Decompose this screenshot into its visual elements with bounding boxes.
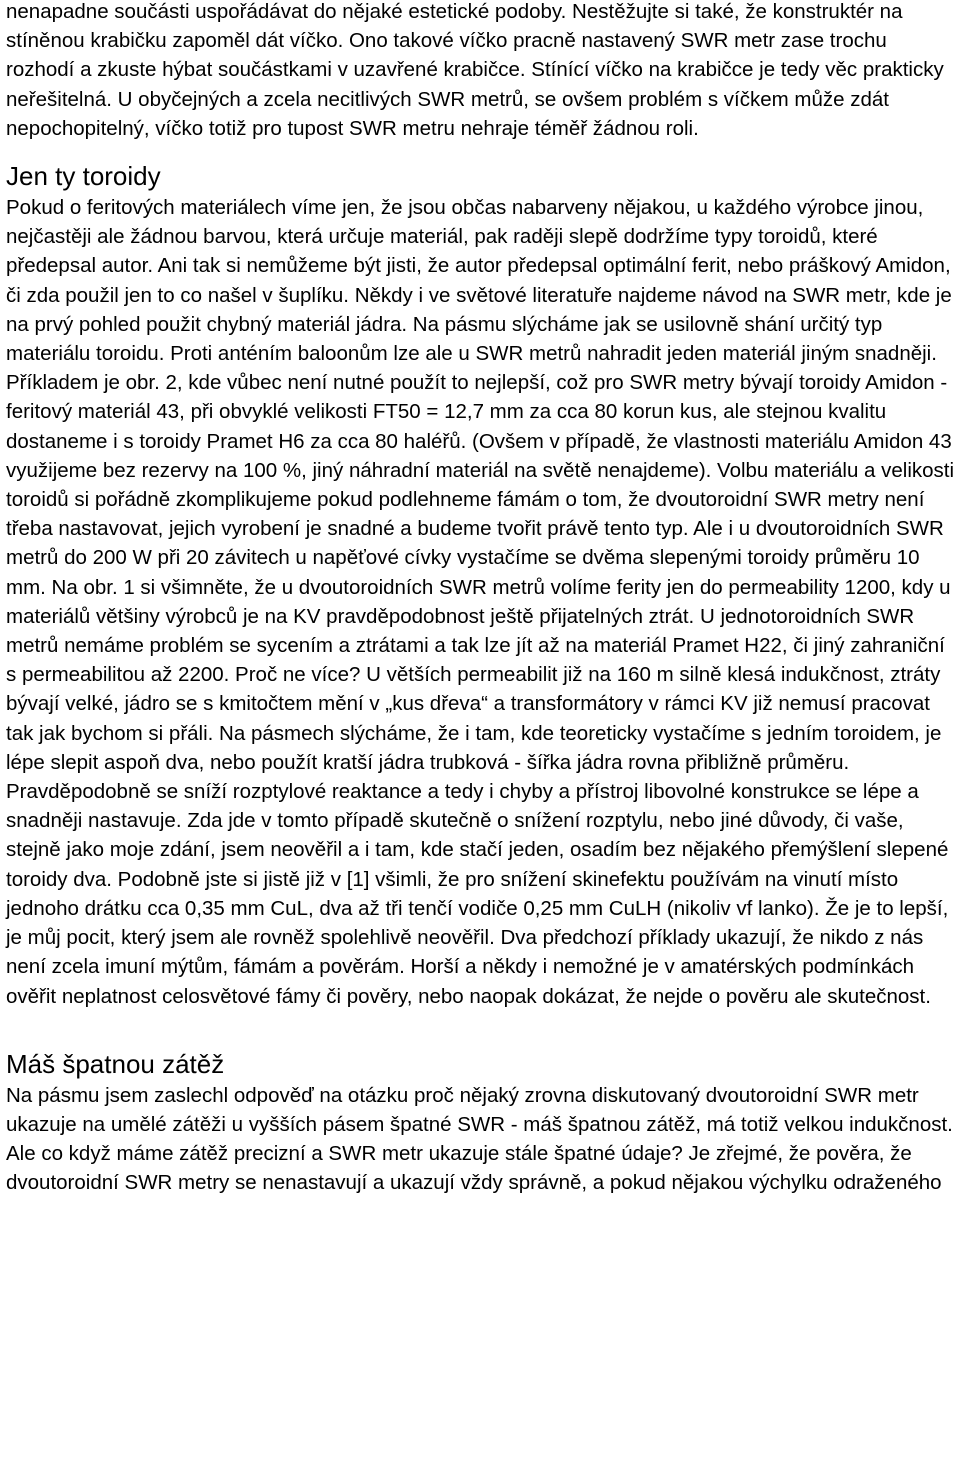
section-body-load: Na pásmu jsem zaslechl odpověď na otázku proč nějaký zrovna diskutovaný dvoutoroidní SWR metr ukazuje na umělé zátěži u vyšších pásem špatné SWR - máš špatnou zátěž, má totiž velkou indukčnost. Ale co když máme zátěž precizní a SWR metr ukazuje stále špatné údaje? Je zřejmé, že pověra, že dvoutoroidní SWR metry se nenastavují a ukazují vždy správně, a pokud nějakou výchylku odraženého [6, 1083, 953, 1195]
section-heading-load: Máš špatnou zátěž [6, 1048, 225, 1079]
section-body-toroids: Pokud o feritových materiálech víme jen, že jsou občas nabarveny nějakou, u každého výrobce jinou, nejčastěji ale žádnou barvou, která určuje materiál, pak raději slepě dodržíme typy toroidů, které předepsal autor. Ani tak si nemůžeme být jisti, že autor předepsal optimální ferit, nebo práškový Amidon, či zda použil jen to co našel v šuplíku. Někdy i ve světové literatuře najdeme návod na SWR metr, kde je na prvý pohled použit chybný materiál jádra. Na pásmu slýcháme jak se usilovně shání určitý typ materiálu toroidu. Proti anténím baloonům lze ale u SWR metrů nahradit jeden materiál jiným snadněji. Příkladem je obr. 2, kde vůbec není nutné použít to nejlepší, což pro SWR metry bývají toroidy Amidon - feritový materiál 43, při obvyklé velikosti FT50 = 12,7 mm za cca 80 korun kus, ale stejnou kvalitu dostaneme i s toroidy Pramet H6 za cca 80 haléřů. (Ovšem v případě, že vlastnosti materiálu Amidon 43 využijeme bez rezervy na 100 %, jiný náhradní materiál na světě nenajdeme). Volbu materiálu a velikosti toroidů si pořádně zkomplikujeme pokud podlehneme fámám o tom, že dvoutoroidní SWR metry není třeba nastavovat, jejich vyrobení je snadné a budeme tvořit právě tento typ. Ale i u dvoutoroidních SWR metrů do 200 W při 20 závitech u napěťové cívky vystačíme se dvěma slepenými toroidy průměru 10 mm. Na obr. 1 si všimněte, že u dvoutoroidních SWR metrů volíme ferity jen do permeability 1200, kdy u materiálů většiny výrobců je na KV pravděpodobnost ještě přijatelných ztrát. U jednotoroidních SWR metrů nemáme problém se sycením a ztrátami a tak lze jít až na materiál Pramet H22, či jiný zahraniční s permeabilitou až 2200. Proč ne více? U větších permeabilit již na 160 m silně klesá indukčnost, ztráty bývají velké, jádro se s kmitočtem mění v „kus dřeva“ a transformátory v rámci KV již nemusí pracovat tak jak bychom si přáli. Na pásmech slýcháme, že i tam, kde teoreticky vystačíme s jedním toroidem, je lépe slepit aspoň dva, nebo použít kratší jádra trubková - šířka jádra rovna přibližně průměru. Pravděpodobně se sníží rozptylové reaktance a tedy i chyby a přístroj libovolné konstrukce se lépe a snadněji nastavuje. Zda jde v tomto případě skutečně o snížení rozptylu, nebo jiné důvody, či vaše, stejně jako moje zdání, jsem neověřil a i tam, kde stačí jeden, osadím bez nějakého přemýšlení slepené toroidy dva. Podobně jste si jistě již v [1] všimli, že pro snížení skinefektu používám na vinutí místo jednoho drátku cca 0,35 mm CuL, dva až tři tenčí vodiče 0,25 mm CuLH (nikoliv vf lanko). Že je to lepší, je můj pocit, který jsem ale rovněž spolehlivě neověřil. Dva předchozí příklady ukazují, že nikdo z nás není zcela imuní mýtům, fámám a pověrám. Horší a někdy i nemožné je v amatérských podmínkách ověřit neplatnost celosvětové fámy či pověry, nebo naopak dokázat, že nejde o pověru ale skutečnost. [6, 196, 955, 1008]
section-heading-toroids: Jen ty toroidy [6, 161, 161, 192]
intro-paragraph: nenapadne součásti uspořádávat do nějaké estetické podoby. Nestěžujte si také, že konstruktér na stíněnou krabičku zapoměl dát víčko. Ono takové víčko pracně nastavený SWR metr zase trochu rozhodí a zkuste hýbat součástkami v uzavřené krabičce. Stínící víčko na krabičce je tedy věc prakticky neřešitelná. U obyčejných a zcela necitlivých SWR metrů, se ovšem problém s víčkem může zdát nepochopitelný, víčko totiž pro tupost SWR metru nehraje téměř žádnou roli. [6, 0, 944, 140]
document-page [6, 0, 956, 1198]
